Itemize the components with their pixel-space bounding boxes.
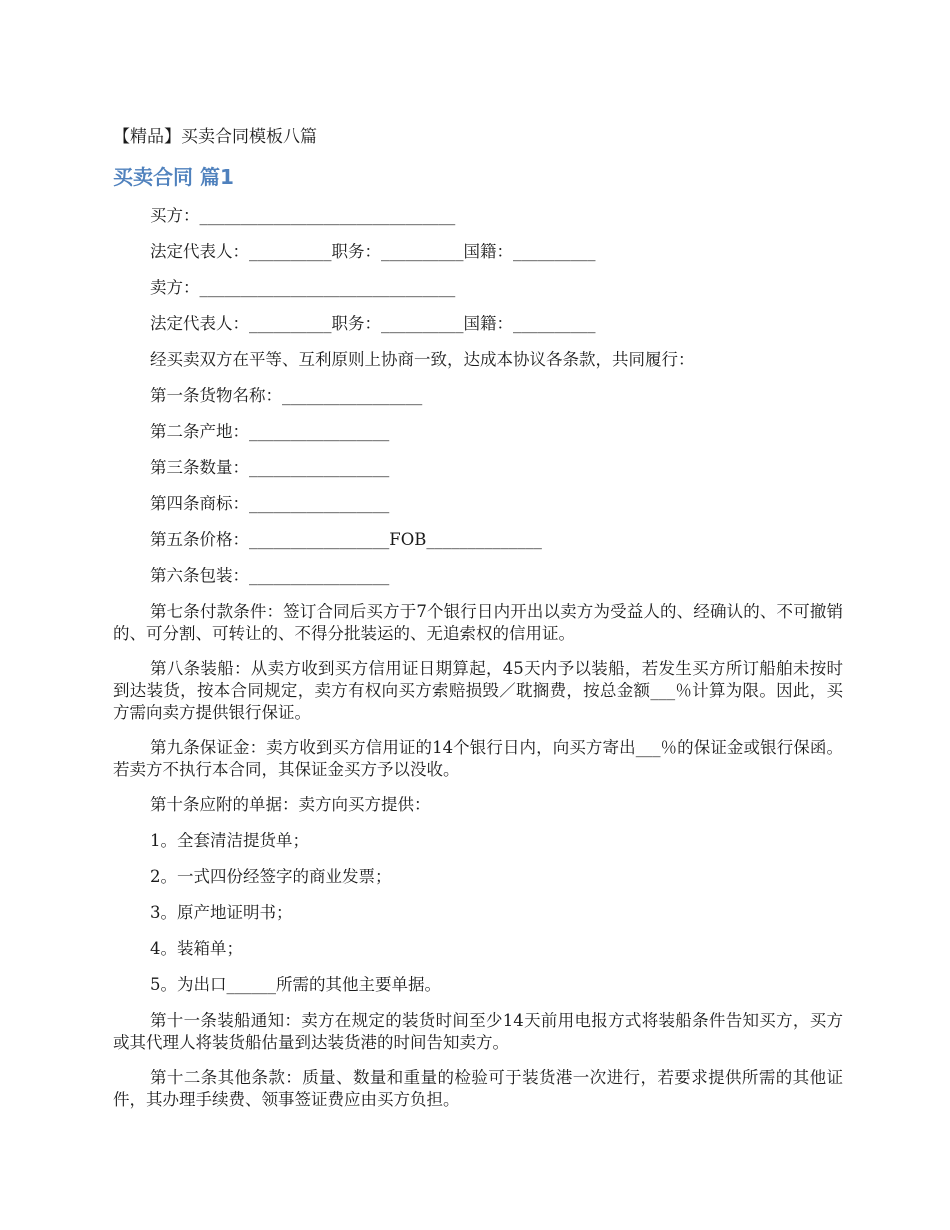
document-item-1: 1。全套清洁提货单；	[150, 831, 309, 850]
clause-5-line: 第五条价格：_________________FOB______________	[150, 530, 542, 549]
clause-7-paragraph: 第七条付款条件：签订合同后买方于7个银行日内开出以卖方为受益人的、经确认的、不可撤销的、可分割、可转让的、不得分批装运的、无追索权的信用证。	[113, 602, 843, 643]
clause-1-line: 第一条货物名称：_________________	[150, 386, 423, 405]
clause-10-line: 第十条应附的单据：卖方向买方提供：	[150, 795, 431, 814]
document-item-3: 3。原产地证明书；	[150, 903, 293, 922]
agreement-intro-line: 经买卖双方在平等、互利原则上协商一致，达成本协议各条款，共同履行：	[150, 350, 695, 369]
clause-11-paragraph: 第十一条装船通知：卖方在规定的装货时间至少14天前用电报方式将装船条件告知买方，买方或其代理人将装货船估量到达装货港的时间告知卖方。	[113, 1011, 843, 1052]
clause-6-line: 第六条包装：_________________	[150, 566, 390, 585]
seller-representative-line: 法定代表人：__________职务：__________国籍：__________	[150, 314, 596, 333]
buyer-line: 买方：_______________________________	[150, 206, 456, 225]
clause-2-line: 第二条产地：_________________	[150, 422, 390, 441]
document-item-4: 4。装箱单；	[150, 939, 243, 958]
clause-4-line: 第四条商标：_________________	[150, 494, 390, 513]
document-item-2: 2。一式四份经签字的商业发票；	[150, 867, 392, 886]
clause-9-paragraph: 第九条保证金：卖方收到买方信用证的14个银行日内，向买方寄出___％的保证金或银行保函。若卖方不执行本合同，其保证金买方予以没收。	[113, 738, 843, 779]
document-title: 【精品】买卖合同模板八篇	[113, 127, 317, 147]
document-item-5: 5。为出口______所需的其他主要单据。	[150, 975, 441, 994]
buyer-representative-line: 法定代表人：__________职务：__________国籍：__________	[150, 242, 596, 261]
section-heading: 买卖合同 篇1	[113, 165, 234, 189]
clause-3-line: 第三条数量：_________________	[150, 458, 390, 477]
clause-12-paragraph: 第十二条其他条款：质量、数量和重量的检验可于装货港一次进行，若要求提供所需的其他证件，其办理手续费、领事签证费应由买方负担。	[113, 1068, 843, 1109]
clause-8-paragraph: 第八条装船：从卖方收到买方信用证日期算起，45天内予以装船，若发生买方所订船舶未按时到达装货，按本合同规定，卖方有权向买方索赔损毁／耽搁费，按总金额___％计算为限。因此，买方需向卖方提供银行保证。	[113, 659, 843, 722]
seller-line: 卖方：_______________________________	[150, 278, 456, 297]
